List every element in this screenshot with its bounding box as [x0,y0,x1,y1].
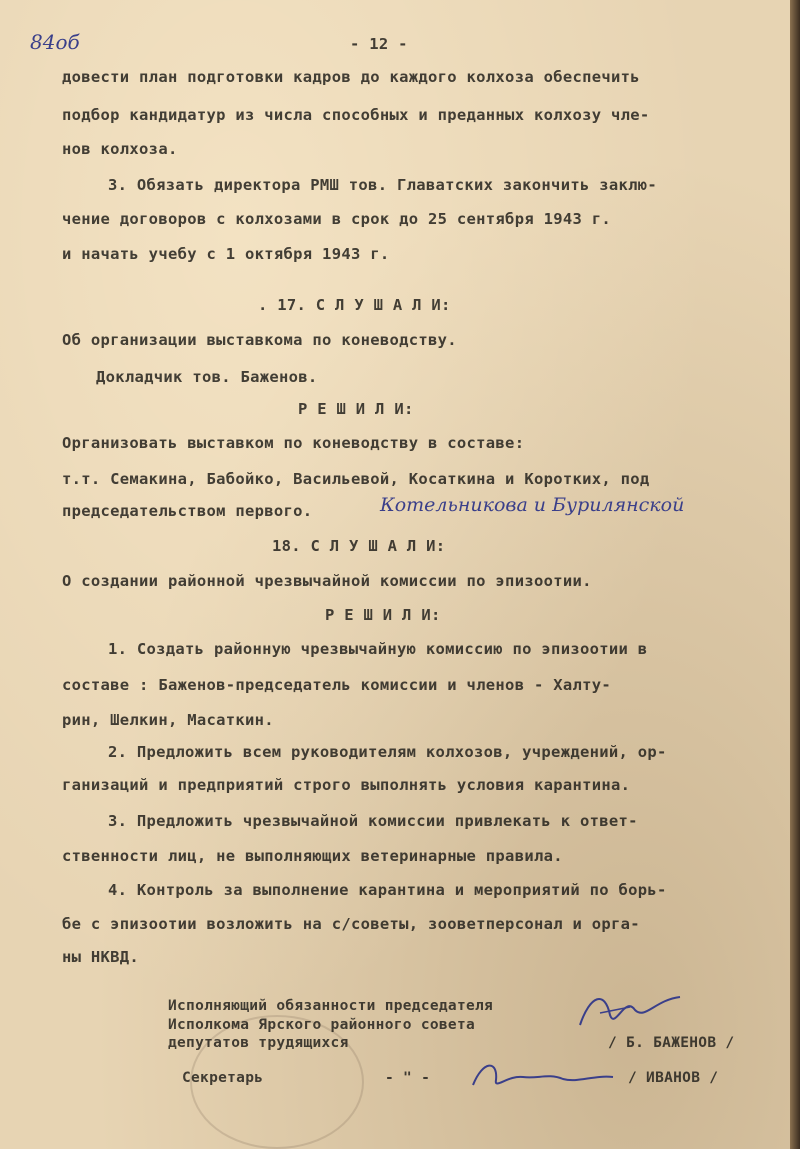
text-line: 4. Контроль за выполнение карантина и мероприятий по борь- [108,881,667,899]
text-line: бе с эпизоотии возложить на с/советы, зооветперсонал и орга- [62,915,640,933]
text-line: подбор кандидатур из числа способных и преданных колхозу чле- [62,106,650,124]
text-line: нов колхоза. [62,140,178,158]
text-line: 1. Создать районную чрезвычайную комиссию по эпизоотии в [108,640,648,658]
secretary-name: / ИВАНОВ / [628,1070,719,1086]
secretary-label: Секретарь [182,1070,264,1086]
signature-title: депутатов трудящихся [168,1035,349,1051]
text-line: составе : Баженов-председатель комиссии и членов - Халту- [62,676,612,694]
signature-title: Исполкома Ярского районного совета [168,1017,476,1033]
chairman-signature [570,985,690,1035]
text-line: ны НКВД. [62,948,140,966]
text-line: Организовать выставком по коневодству в составе: [62,434,525,452]
text-line: чение договоров с колхозами в срок до 25 сентября 1943 г. [62,210,612,228]
text-line: рин, Шелкин, Масаткин. [62,711,274,729]
text-line: 3. Обязать директора РМШ тов. Главатских закончить заклю- [108,176,658,194]
text-line: ственности лиц, не выполняющих ветеринарные правила. [62,847,563,865]
text-line: ганизаций и предприятий строго выполнять условия карантина. [62,776,631,794]
text-line: 3. Предложить чрезвычайной комиссии привлекать к ответ- [108,812,638,830]
text-line: 2. Предложить всем руководителям колхозов, учреждений, ор- [108,743,667,761]
corner-note: 84об [30,30,80,54]
ditto-mark: - " - [385,1070,431,1086]
secretary-signature [468,1055,618,1095]
text-line: и начать учебу с 1 октября 1943 г. [62,245,390,263]
chairman-name: / Б. БАЖЕНОВ / [608,1035,735,1051]
text-line: т.т. Семакина, Бабойко, Васильевой, Косаткина и Коротких, под [62,470,650,488]
text-line: О создании районной чрезвычайной комиссии по эпизоотии. [62,572,592,590]
page-edge-shadow [790,0,800,1149]
section-heading-18: 18. С Л У Ш А Л И: [272,537,446,555]
decision-heading: Р Е Ш И Л И: [298,400,414,418]
text-line: довести план подготовки кадров до каждого колхоза обеспечить [62,68,640,86]
text-line: Докладчик тов. Баженов. [96,368,318,386]
signature-title: Исполняющий обязанности председателя [168,998,494,1014]
text-line: председательством первого. [62,502,313,520]
section-heading-17: . 17. С Л У Ш А Л И: [258,296,451,314]
page-number: - 12 - [350,35,408,53]
text-line: Об организации выставкома по коневодству. [62,331,457,349]
handwritten-insert: Котельникова и Бурилянской [380,494,685,516]
decision-heading: Р Е Ш И Л И: [325,606,441,624]
